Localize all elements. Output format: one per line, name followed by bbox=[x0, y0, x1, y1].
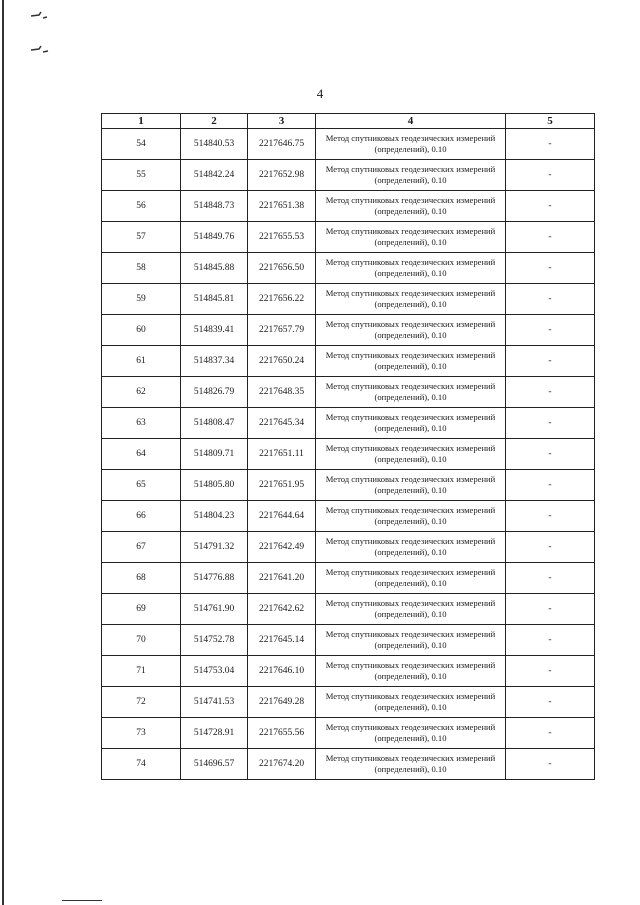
x-coordinate-cell: 514809.71 bbox=[181, 439, 248, 470]
description-cell: - bbox=[506, 160, 595, 191]
description-cell: - bbox=[506, 470, 595, 501]
x-coordinate-cell: 514837.34 bbox=[181, 346, 248, 377]
x-coordinate-cell: 514728.91 bbox=[181, 718, 248, 749]
method-cell: Метод спутниковых геодезических измерений (определений), 0.10 bbox=[316, 594, 506, 625]
footer-rule bbox=[62, 900, 102, 901]
x-coordinate-cell: 514752.78 bbox=[181, 625, 248, 656]
table-row bbox=[102, 749, 595, 780]
x-coordinate-cell: 514808.47 bbox=[181, 408, 248, 439]
description-cell: - bbox=[506, 687, 595, 718]
y-coordinate-cell: 2217657.79 bbox=[248, 315, 316, 346]
point-number-cell: 60 bbox=[102, 315, 181, 346]
table-row bbox=[102, 687, 595, 718]
point-number-cell: 57 bbox=[102, 222, 181, 253]
scan-edge-line bbox=[2, 0, 4, 905]
y-coordinate-cell: 2217646.10 bbox=[248, 656, 316, 687]
description-cell: - bbox=[506, 749, 595, 780]
column-header: 1 bbox=[102, 114, 181, 129]
table-row bbox=[102, 563, 595, 594]
point-number-cell: 66 bbox=[102, 501, 181, 532]
table-row bbox=[102, 284, 595, 315]
column-header: 3 bbox=[248, 114, 316, 129]
y-coordinate-cell: 2217645.34 bbox=[248, 408, 316, 439]
table-row bbox=[102, 222, 595, 253]
table-row bbox=[102, 346, 595, 377]
description-cell: - bbox=[506, 563, 595, 594]
column-header: 2 bbox=[181, 114, 248, 129]
point-number-cell: 70 bbox=[102, 625, 181, 656]
y-coordinate-cell: 2217656.22 bbox=[248, 284, 316, 315]
point-number-cell: 58 bbox=[102, 253, 181, 284]
table-row bbox=[102, 253, 595, 284]
y-coordinate-cell: 2217652.98 bbox=[248, 160, 316, 191]
description-cell: - bbox=[506, 346, 595, 377]
method-cell: Метод спутниковых геодезических измерений (определений), 0.10 bbox=[316, 129, 506, 160]
table-row bbox=[102, 129, 595, 160]
point-number-cell: 55 bbox=[102, 160, 181, 191]
method-cell: Метод спутниковых геодезических измерений (определений), 0.10 bbox=[316, 377, 506, 408]
table-row bbox=[102, 532, 595, 563]
table-row bbox=[102, 408, 595, 439]
x-coordinate-cell: 514839.41 bbox=[181, 315, 248, 346]
description-cell: - bbox=[506, 501, 595, 532]
y-coordinate-cell: 2217641.20 bbox=[248, 563, 316, 594]
method-cell: Метод спутниковых геодезических измерений (определений), 0.10 bbox=[316, 625, 506, 656]
table-row bbox=[102, 160, 595, 191]
y-coordinate-cell: 2217642.62 bbox=[248, 594, 316, 625]
point-number-cell: 54 bbox=[102, 129, 181, 160]
x-coordinate-cell: 514845.81 bbox=[181, 284, 248, 315]
y-coordinate-cell: 2217649.28 bbox=[248, 687, 316, 718]
x-coordinate-cell: 514791.32 bbox=[181, 532, 248, 563]
point-number-cell: 59 bbox=[102, 284, 181, 315]
point-number-cell: 73 bbox=[102, 718, 181, 749]
point-number-cell: 65 bbox=[102, 470, 181, 501]
description-cell: - bbox=[506, 253, 595, 284]
point-number-cell: 61 bbox=[102, 346, 181, 377]
method-cell: Метод спутниковых геодезических измерений (определений), 0.10 bbox=[316, 656, 506, 687]
point-number-cell: 63 bbox=[102, 408, 181, 439]
method-cell: Метод спутниковых геодезических измерений (определений), 0.10 bbox=[316, 191, 506, 222]
point-number-cell: 71 bbox=[102, 656, 181, 687]
y-coordinate-cell: 2217646.75 bbox=[248, 129, 316, 160]
y-coordinate-cell: 2217656.50 bbox=[248, 253, 316, 284]
y-coordinate-cell: 2217651.11 bbox=[248, 439, 316, 470]
method-cell: Метод спутниковых геодезических измерений (определений), 0.10 bbox=[316, 749, 506, 780]
y-coordinate-cell: 2217651.95 bbox=[248, 470, 316, 501]
y-coordinate-cell: 2217651.38 bbox=[248, 191, 316, 222]
description-cell: - bbox=[506, 284, 595, 315]
table-row bbox=[102, 315, 595, 346]
x-coordinate-cell: 514845.88 bbox=[181, 253, 248, 284]
column-header: 4 bbox=[316, 114, 506, 129]
table-row bbox=[102, 377, 595, 408]
description-cell: - bbox=[506, 408, 595, 439]
table-row bbox=[102, 470, 595, 501]
method-cell: Метод спутниковых геодезических измерений (определений), 0.10 bbox=[316, 470, 506, 501]
coordinates-table bbox=[101, 113, 595, 780]
method-cell: Метод спутниковых геодезических измерений (определений), 0.10 bbox=[316, 439, 506, 470]
x-coordinate-cell: 514776.88 bbox=[181, 563, 248, 594]
method-cell: Метод спутниковых геодезических измерений (определений), 0.10 bbox=[316, 284, 506, 315]
x-coordinate-cell: 514741.53 bbox=[181, 687, 248, 718]
x-coordinate-cell: 514696.57 bbox=[181, 749, 248, 780]
method-cell: Метод спутниковых геодезических измерений (определений), 0.10 bbox=[316, 315, 506, 346]
table-row bbox=[102, 718, 595, 749]
y-coordinate-cell: 2217674.20 bbox=[248, 749, 316, 780]
method-cell: Метод спутниковых геодезических измерений (определений), 0.10 bbox=[316, 222, 506, 253]
method-cell: Метод спутниковых геодезических измерений (определений), 0.10 bbox=[316, 501, 506, 532]
method-cell: Метод спутниковых геодезических измерений (определений), 0.10 bbox=[316, 687, 506, 718]
y-coordinate-cell: 2217644.64 bbox=[248, 501, 316, 532]
method-cell: Метод спутниковых геодезических измерений (определений), 0.10 bbox=[316, 160, 506, 191]
description-cell: - bbox=[506, 191, 595, 222]
table-row bbox=[102, 656, 595, 687]
point-number-cell: 68 bbox=[102, 563, 181, 594]
point-number-cell: 74 bbox=[102, 749, 181, 780]
point-number-cell: 69 bbox=[102, 594, 181, 625]
y-coordinate-cell: 2217655.53 bbox=[248, 222, 316, 253]
x-coordinate-cell: 514804.23 bbox=[181, 501, 248, 532]
table-row bbox=[102, 191, 595, 222]
table-body bbox=[102, 129, 595, 780]
point-number-cell: 56 bbox=[102, 191, 181, 222]
x-coordinate-cell: 514761.90 bbox=[181, 594, 248, 625]
scan-speck-top bbox=[30, 8, 54, 58]
table-row bbox=[102, 594, 595, 625]
x-coordinate-cell: 514842.24 bbox=[181, 160, 248, 191]
y-coordinate-cell: 2217648.35 bbox=[248, 377, 316, 408]
method-cell: Метод спутниковых геодезических измерений (определений), 0.10 bbox=[316, 408, 506, 439]
x-coordinate-cell: 514849.76 bbox=[181, 222, 248, 253]
point-number-cell: 72 bbox=[102, 687, 181, 718]
y-coordinate-cell: 2217645.14 bbox=[248, 625, 316, 656]
x-coordinate-cell: 514840.53 bbox=[181, 129, 248, 160]
description-cell: - bbox=[506, 222, 595, 253]
description-cell: - bbox=[506, 532, 595, 563]
description-cell: - bbox=[506, 439, 595, 470]
table-header-row bbox=[102, 114, 595, 129]
method-cell: Метод спутниковых геодезических измерений (определений), 0.10 bbox=[316, 253, 506, 284]
description-cell: - bbox=[506, 129, 595, 160]
y-coordinate-cell: 2217650.24 bbox=[248, 346, 316, 377]
page-number: 4 bbox=[316, 86, 324, 101]
method-cell: Метод спутниковых геодезических измерений (определений), 0.10 bbox=[316, 346, 506, 377]
table-row bbox=[102, 439, 595, 470]
x-coordinate-cell: 514805.80 bbox=[181, 470, 248, 501]
point-number-cell: 67 bbox=[102, 532, 181, 563]
x-coordinate-cell: 514826.79 bbox=[181, 377, 248, 408]
table-row bbox=[102, 501, 595, 532]
table-row bbox=[102, 625, 595, 656]
description-cell: - bbox=[506, 718, 595, 749]
description-cell: - bbox=[506, 625, 595, 656]
description-cell: - bbox=[506, 656, 595, 687]
x-coordinate-cell: 514848.73 bbox=[181, 191, 248, 222]
description-cell: - bbox=[506, 315, 595, 346]
point-number-cell: 62 bbox=[102, 377, 181, 408]
y-coordinate-cell: 2217655.56 bbox=[248, 718, 316, 749]
method-cell: Метод спутниковых геодезических измерений (определений), 0.10 bbox=[316, 563, 506, 594]
method-cell: Метод спутниковых геодезических измерений (определений), 0.10 bbox=[316, 532, 506, 563]
x-coordinate-cell: 514753.04 bbox=[181, 656, 248, 687]
method-cell: Метод спутниковых геодезических измерений (определений), 0.10 bbox=[316, 718, 506, 749]
description-cell: - bbox=[506, 594, 595, 625]
column-header: 5 bbox=[506, 114, 595, 129]
description-cell: - bbox=[506, 377, 595, 408]
y-coordinate-cell: 2217642.49 bbox=[248, 532, 316, 563]
point-number-cell: 64 bbox=[102, 439, 181, 470]
